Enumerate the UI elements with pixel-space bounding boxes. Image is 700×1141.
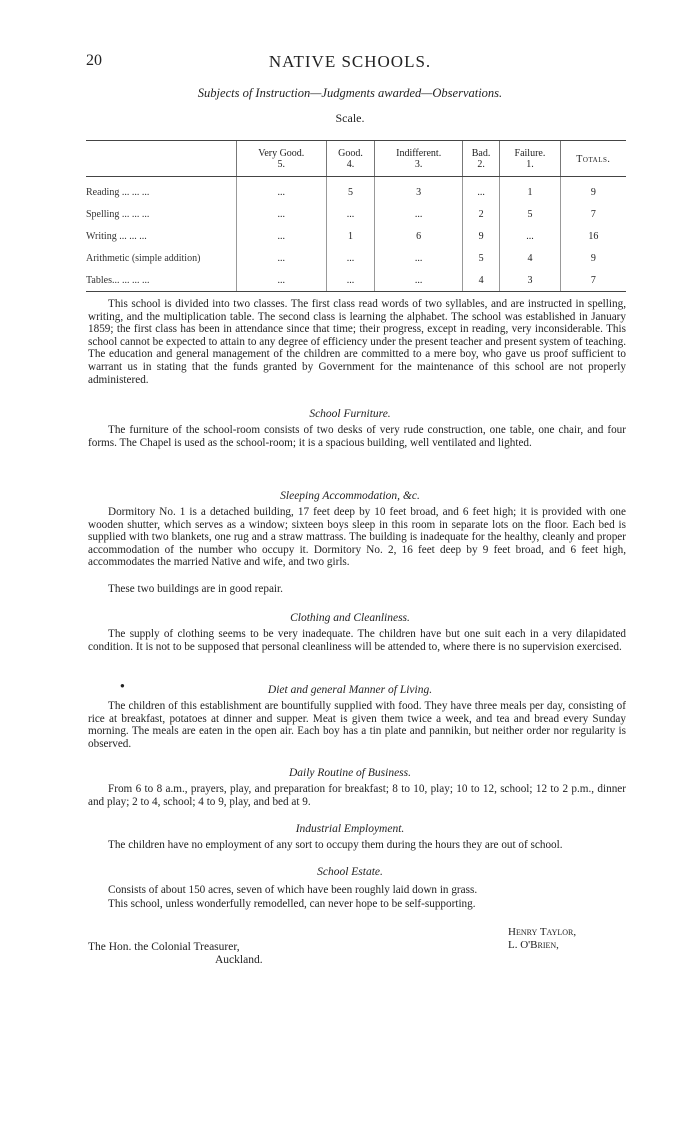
- table-cell: 5: [500, 203, 560, 225]
- scale-label: Scale.: [335, 111, 365, 125]
- observations-paragraph: This school is divided into two classes. The first class read words of two syllables, and are instructed in spelling, writing, and the multiplication table. The second class is learning the alphabet. The school was established in January 1859; the first class has been in attendance since that time; their progress, except in reading, very inconsiderable. This school cannot be expected to attain to any degree of efficiency under the present teacher and present system of teaching. The education and general management of the children are committed to a mere boy, who gave us proof sufficient to warrant us in stating that the funds granted by Government for the maintenance of this school are not properly administered.: [88, 298, 626, 386]
- row-total: 16: [560, 225, 626, 247]
- sleeping-repair-paragraph: These two buildings are in good repair.: [108, 583, 283, 595]
- address-line-2: Auckland.: [215, 954, 263, 966]
- row-total: 7: [560, 269, 626, 292]
- table-cell: ...: [237, 225, 327, 247]
- table-cell: 2: [462, 203, 499, 225]
- furniture-paragraph: The furniture of the school-room consists of two desks of very rude construction, one table, one chair, and four forms. The Chapel is used as the school-room; it is a spacious building, well ventilated and lighted.: [88, 424, 626, 449]
- row-label: Arithmetic (simple addition): [86, 252, 201, 264]
- table-row: [86, 247, 626, 269]
- row-label: Reading ... ... ...: [86, 186, 150, 198]
- page-number: 20: [86, 52, 102, 69]
- table-cell: ...: [237, 269, 327, 292]
- sleeping-paragraph: Dormitory No. 1 is a detached building, 17 feet deep by 10 feet broad, and 6 feet high; it is provided with one wooden shutter, which serves as a window; sixteen boys sleep in this room in separate lots on the floor. Each bed is supplied with two blankets, one rug and a straw mattrass. The building is inadequate for the healthy, cleanly and proper accommodation of the number who occupy it. Dormitory No. 2, 16 feet deep by 9 feet broad, and 6 feet high, accommodates the married Native and wife, and two girls.: [88, 506, 626, 569]
- col-bad: Bad. 2.: [462, 141, 499, 177]
- estate-paragraph-1: Consists of about 150 acres, seven of which have been roughly laid down in grass.: [108, 884, 478, 896]
- table-cell: 5: [462, 247, 499, 269]
- table-cell: 5: [326, 177, 375, 204]
- signatory-1: Henry Taylor,: [508, 926, 577, 938]
- col-very-good: Very Good. 5.: [237, 141, 327, 177]
- routine-paragraph: From 6 to 8 a.m., prayers, play, and preparation for breakfast; 8 to 10, play; 10 to 12, school; 12 to 2 p.m., dinner and play; 2 to 4, school; 4 to 9, play, and bed at 9.: [88, 783, 626, 808]
- table-cell: ...: [375, 203, 463, 225]
- table-row: [86, 203, 626, 225]
- table-cell: ...: [237, 177, 327, 204]
- bullet-mark-icon: ●: [120, 681, 125, 690]
- table-cell: ...: [237, 203, 327, 225]
- diet-paragraph: The children of this establishment are bountifully supplied with food. They have three meals per day, consisting of rice at breakfast, potatoes at dinner and supper. Meat is given them twice a week, and tea and bread every Sunday morning. The meals are eaten in the open air. Each boy has a tin plate and pannikin, but neither order nor regularity is observed.: [88, 700, 626, 750]
- table-row: [86, 177, 626, 204]
- furniture-heading: School Furniture.: [309, 408, 391, 420]
- table-cell: ...: [375, 269, 463, 292]
- estate-heading: School Estate.: [317, 866, 383, 878]
- row-total: 7: [560, 203, 626, 225]
- table-row: [86, 269, 626, 292]
- row-total: 9: [560, 177, 626, 204]
- clothing-heading: Clothing and Cleanliness.: [290, 612, 410, 624]
- row-total: 9: [560, 247, 626, 269]
- scale-header-row: [86, 141, 626, 177]
- table-cell: ...: [326, 203, 375, 225]
- table-cell: ...: [375, 247, 463, 269]
- row-header-blank: [86, 141, 237, 177]
- scale-table: [86, 140, 626, 292]
- col-failure: Failure. 1.: [500, 141, 560, 177]
- diet-heading: Diet and general Manner of Living.: [267, 684, 433, 696]
- table-cell: ...: [500, 225, 560, 247]
- col-good: Good. 4.: [326, 141, 375, 177]
- address-line-1: The Hon. the Colonial Treasurer,: [88, 941, 240, 953]
- estate-paragraph-2: This school, unless wonderfully remodelled, can never hope to be self-supporting.: [108, 898, 476, 910]
- table-row: [86, 225, 626, 247]
- table-cell: ...: [462, 177, 499, 204]
- industrial-heading: Industrial Employment.: [295, 823, 405, 835]
- table-cell: 1: [326, 225, 375, 247]
- table-cell: ...: [237, 247, 327, 269]
- row-label: Spelling ... ... ...: [86, 208, 150, 220]
- col-indifferent: Indifferent. 3.: [375, 141, 463, 177]
- table-cell: 3: [375, 177, 463, 204]
- signatory-2: L. O'Brien,: [508, 939, 559, 951]
- table-cell: 4: [462, 269, 499, 292]
- table-cell: ...: [326, 247, 375, 269]
- running-title: NATIVE SCHOOLS.: [268, 52, 432, 71]
- row-label: Writing ... ... ...: [86, 230, 147, 242]
- subtitle: Subjects of Instruction—Judgments awarded—Observations.: [197, 86, 503, 100]
- industrial-paragraph: The children have no employment of any sort to occupy them during the hours they are out of school.: [108, 839, 563, 851]
- page-header: [0, 52, 700, 74]
- routine-heading: Daily Routine of Business.: [288, 767, 411, 779]
- table-cell: 6: [375, 225, 463, 247]
- clothing-paragraph: The supply of clothing seems to be very inadequate. The children have but one suit each in a very dilapidated condition. It is not to be supposed that personal cleanliness will be attended to, where there is no supervision exercised.: [88, 628, 626, 653]
- table-cell: 4: [500, 247, 560, 269]
- table-cell: 9: [462, 225, 499, 247]
- table-cell: 3: [500, 269, 560, 292]
- col-totals: Totals.: [560, 141, 626, 177]
- row-label: Tables... ... ... ...: [86, 269, 237, 292]
- table-cell: 1: [500, 177, 560, 204]
- signature-block: [508, 926, 576, 952]
- table-cell: ...: [326, 269, 375, 292]
- sleeping-heading: Sleeping Accommodation, &c.: [280, 490, 420, 502]
- address-block: [88, 941, 263, 967]
